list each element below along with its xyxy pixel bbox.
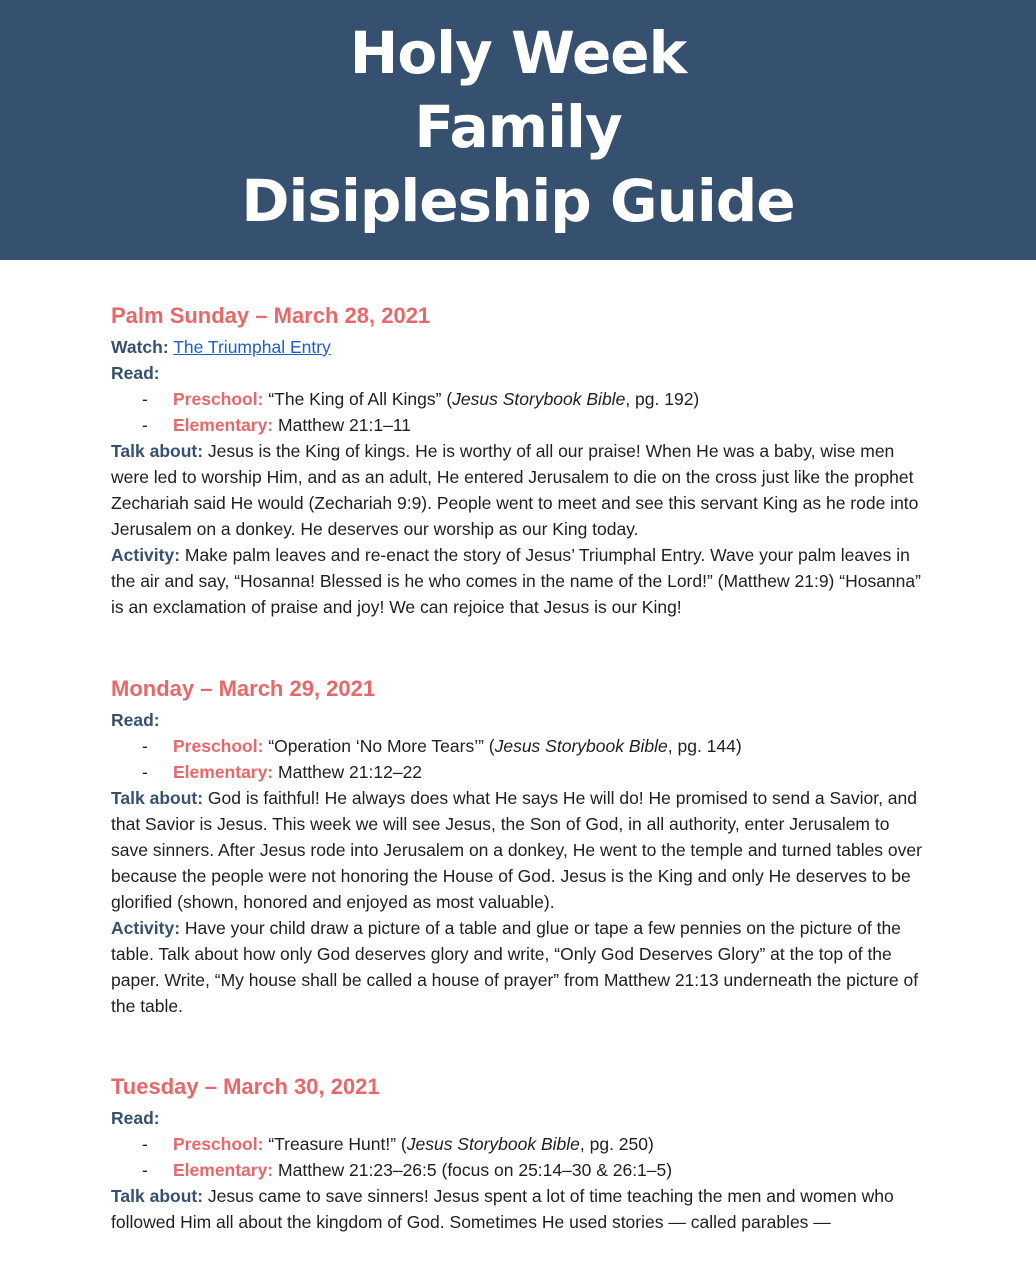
- talk-about-label: Talk about:: [111, 1186, 204, 1206]
- preschool-text: “Operation ‘No More Tears’” (: [263, 736, 495, 756]
- preschool-text: “Treasure Hunt!” (: [263, 1134, 407, 1154]
- preschool-text: “The King of All Kings” (: [263, 389, 453, 409]
- watch-line: [111, 334, 931, 360]
- talk-about-text: Jesus is the King of kings. He is worthy of all our praise! When He was a baby, wise men were led to worship Him, and as an adult, He entered Jerusalem to die on the cross just like the prophet Zechariah said He would (Zechariah 9:9). People went to meet and see this servant King as he rode into Jerusalem on a donkey. He deserves our worship as our King today.: [111, 441, 919, 539]
- page-title: Holy Week Family Disipleship Guide: [241, 19, 795, 235]
- talk-about-label: Talk about:: [111, 441, 204, 461]
- section-palm-sunday: [111, 302, 931, 620]
- book-title: Jesus Storybook Bible: [406, 1134, 580, 1154]
- section-title: Palm Sunday – March 28, 2021: [111, 303, 431, 328]
- list-item-elementary: [142, 1157, 931, 1183]
- reading-list: [111, 733, 931, 785]
- header-banner: [0, 0, 1036, 260]
- activity-text: Make palm leaves and re-enact the story of Jesus’ Triumphal Entry. Wave your palm leaves in the air and say, “Hosanna! Blessed is he who comes in the name of the Lord!” (Matthew 21:9) “Hosanna” is an exclamation of praise and joy! We can rejoice that Jesus is our King!: [111, 545, 921, 617]
- book-title: Jesus Storybook Bible: [452, 389, 626, 409]
- section-tuesday: [111, 1073, 931, 1235]
- activity-text: Have your child draw a picture of a table and glue or tape a few pennies on the picture of the table. Talk about how only God deserves glory and write, “Only God Deserves Glory” at the top of the paper. Write, “My house shall be called a house of prayer” from Matthew 21:13 underneath the picture of the table.: [111, 918, 919, 1016]
- dash-bullet: -: [142, 762, 148, 782]
- talk-about-text: Jesus came to save sinners! Jesus spent a lot of time teaching the men and women who followed Him all about the kingdom of God. Sometimes He used stories — called parables —: [111, 1186, 894, 1232]
- reading-list: [111, 386, 931, 438]
- list-item-preschool: [142, 386, 931, 412]
- preschool-label: Preschool:: [173, 1134, 264, 1154]
- elementary-text: Matthew 21:12–22: [273, 762, 423, 782]
- dash-bullet: -: [142, 1160, 148, 1180]
- section-monday: [111, 675, 931, 1019]
- activity-label: Activity:: [111, 545, 181, 565]
- activity-paragraph: [111, 915, 931, 1019]
- list-item-preschool: [142, 733, 931, 759]
- preschool-page: , pg. 192): [625, 389, 700, 409]
- elementary-text: Matthew 21:23–26:5 (focus on 25:14–30 & 26:1–5): [273, 1160, 673, 1180]
- activity-paragraph: [111, 542, 931, 620]
- talk-about-paragraph: [111, 1183, 931, 1235]
- preschool-label: Preschool:: [173, 736, 264, 756]
- elementary-label: Elementary:: [173, 762, 274, 782]
- elementary-label: Elementary:: [173, 415, 274, 435]
- dash-bullet: -: [142, 1134, 148, 1154]
- preschool-label: Preschool:: [173, 389, 264, 409]
- talk-about-label: Talk about:: [111, 788, 204, 808]
- talk-about-text: God is faithful! He always does what He says He will do! He promised to send a Savior, and that Savior is Jesus. This week we will see Jesus, the Son of God, in all authority, enter Jerusalem to save sinners. After Jesus rode into Jerusalem on a donkey, He went to the temple and turned tables over because the people were not honoring the House of God. Jesus is the King and only He deserves to be glorified (shown, honored and enjoyed as most valuable).: [111, 788, 922, 912]
- watch-label: Watch:: [111, 337, 169, 357]
- section-title: Monday – March 29, 2021: [111, 676, 376, 701]
- reading-list: [111, 1131, 931, 1183]
- list-item-elementary: [142, 412, 931, 438]
- book-title: Jesus Storybook Bible: [494, 736, 668, 756]
- dash-bullet: -: [142, 389, 148, 409]
- watch-video-link[interactable]: The Triumphal Entry: [173, 337, 331, 357]
- elementary-text: Matthew 21:1–11: [273, 415, 412, 435]
- talk-about-paragraph: [111, 438, 931, 542]
- dash-bullet: -: [142, 736, 148, 756]
- read-label: Read:: [111, 363, 160, 383]
- read-label: Read:: [111, 1108, 160, 1128]
- preschool-page: , pg. 250): [579, 1134, 654, 1154]
- elementary-label: Elementary:: [173, 1160, 274, 1180]
- talk-about-paragraph: [111, 785, 931, 915]
- list-item-elementary: [142, 759, 931, 785]
- read-label: Read:: [111, 710, 160, 730]
- dash-bullet: -: [142, 415, 148, 435]
- section-title: Tuesday – March 30, 2021: [111, 1074, 380, 1099]
- preschool-page: , pg. 144): [667, 736, 742, 756]
- list-item-preschool: [142, 1131, 931, 1157]
- activity-label: Activity:: [111, 918, 181, 938]
